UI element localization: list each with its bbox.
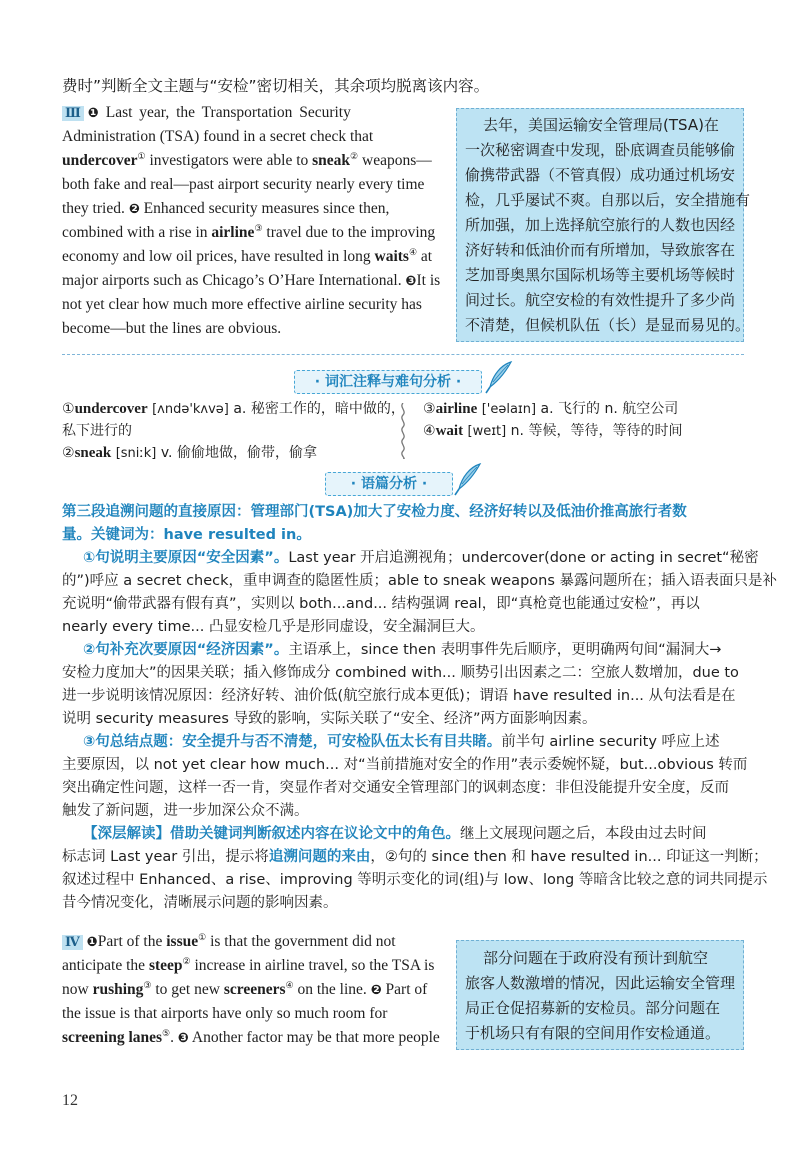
para3-line-1	[62, 104, 454, 122]
sentence-marker: ❷	[128, 202, 140, 217]
analysis-line: 安检力度加大”的因果关联；插入修饰成分 combined with... 顺势引出因素之二：空旅人数增加，due to	[62, 665, 739, 681]
para4-line-1	[62, 933, 396, 951]
vocab-headword: wait	[435, 423, 464, 439]
paragraph-3	[62, 104, 454, 348]
vocab-number: ④	[423, 423, 436, 439]
footnote-marker: ③	[143, 979, 152, 990]
vocab-headword: undercover	[74, 401, 148, 417]
analysis-line: 叙述过程中 Enhanced、a rise、improving 等明示变化的词(组)与 low、long 等暗含比较之意的词共同提示	[62, 872, 768, 888]
vocab-word: screeners	[223, 981, 286, 998]
text-run: travel due to the improving	[262, 224, 436, 241]
vocab-headword: sneak	[74, 445, 112, 461]
vocab-word: waits	[374, 248, 409, 265]
text-run: is that the government did not	[206, 933, 396, 950]
roman-numeral-badge: Ⅲ	[62, 106, 84, 121]
discourse-analysis	[62, 500, 777, 920]
highlight-text: 追溯问题的来由	[268, 849, 371, 865]
analysis-line: 突出确定性问题，这样一否一肯，突显作者对交通安全管理部门的讽刺态度：非但没能提升安全度，反而	[62, 780, 729, 796]
definition: n. 等候，等待，等待的时间	[506, 423, 683, 439]
text-run: increase in airline travel, so the TSA is	[190, 957, 435, 974]
vocab-number: ③	[423, 401, 436, 417]
point-text: Last year 开启追溯视角；undercover(done or acting in secret“秘密	[288, 550, 759, 566]
analysis-point-1	[83, 546, 759, 567]
translation-line: 间过长。航空安检的有效性提升了多少尚	[465, 291, 736, 309]
footnote-marker: ④	[285, 979, 294, 990]
paragraph-4	[62, 933, 454, 1065]
analysis-point-2	[83, 638, 721, 659]
page-number: 12	[62, 1092, 78, 1109]
discourse-section-heading: · 语篇分析 ·	[325, 472, 453, 496]
text-run: 标志词 Last year 引出，提示将	[62, 849, 269, 865]
analysis-line: 进一步说明该情况原因：经济好转、油价低(航空旅行成本更低)；谓语 have resulted in... 从句法看是在	[62, 688, 736, 704]
phonetic: [ʌndə'kʌvə]	[152, 402, 229, 417]
text-run: the issue is that airports have only so much room for	[62, 1005, 388, 1022]
text-run: Last year, the Transportation Security	[98, 104, 351, 121]
text-run: Part of the	[97, 933, 167, 950]
para3-line-9	[62, 296, 422, 314]
analysis-line: nearly every time... 凸显安检几乎是形同虚设，安全漏洞巨大。	[62, 619, 485, 635]
text-run: economy and low oil prices, have resulted in long	[62, 248, 375, 265]
point-text: 主语承上，since then 表明事件先后顺序，更明确两句间“漏洞大→	[288, 642, 722, 658]
phonetic: ['eəlaɪn]	[481, 402, 537, 417]
sentence-marker: ❸	[405, 274, 417, 289]
text-run: they tried.	[62, 200, 129, 217]
phonetic: [weɪt]	[467, 424, 507, 439]
para3-line-5	[62, 200, 389, 218]
para4-line-2	[62, 957, 434, 975]
analysis-line: 主要原因，以 not yet clear how much... 对“当前措施对安全的作用”表示委婉怀疑，but...obvious 转而	[62, 757, 748, 773]
analysis-line: 昔今情况变化，清晰展示问题的影响因素。	[62, 895, 338, 911]
vocab-word: sneak	[312, 152, 351, 169]
vocab-item-2	[62, 442, 317, 462]
translation-box-3	[456, 108, 751, 342]
footnote-marker: ④	[408, 246, 418, 257]
phonetic: [sniːk]	[115, 446, 157, 461]
point-text: 继上文展现问题之后，本段由过去时间	[460, 826, 707, 842]
text-run: .	[170, 1029, 178, 1046]
deep-reading-title: 【深层解读】借助关键词判断叙述内容在议论文中的角色。	[83, 826, 460, 842]
para3-line-10	[62, 320, 281, 338]
vocab-word: rushing	[92, 981, 144, 998]
analysis-line: 触发了新问题，进一步加深公众不满。	[62, 803, 309, 819]
point-title: ②句补充次要原因“经济因素”。	[83, 642, 289, 658]
translation-line: 芝加哥奥黑尔国际机场等主要机场等候时	[465, 266, 736, 284]
translation-line: 偷携带武器（不管真假）成功通过机场安	[465, 166, 736, 184]
analysis-line: 说明 security measures 导致的影响，实际关联了“安全、经济”两方面影响因素。	[62, 711, 597, 727]
analysis-line	[62, 845, 768, 866]
vocab-item-4	[423, 420, 682, 440]
definition: v. 偷偷地做，偷带，偷拿	[156, 445, 317, 461]
translation-line: 去年，美国运输安全管理局(TSA)在	[483, 116, 719, 134]
para3-line-3	[62, 152, 432, 170]
vocab-word: screening lanes	[62, 1029, 163, 1046]
text-run: anticipate the	[62, 957, 149, 974]
text-run: combined with a rise in	[62, 224, 212, 241]
text-run: ，②句的 since then 和 have resulted in... 印证这一判断；	[370, 849, 768, 865]
vocab-item-1-cont	[62, 420, 132, 440]
translation-line: 部分问题在于政府没有预计到航空	[483, 949, 709, 967]
definition: a. 秘密工作的，暗中做的，	[228, 401, 405, 417]
top-line-text: 费时”判断全文主题与“安检”密切相关，其余项均脱离该内容。	[62, 77, 490, 95]
text-run: both fake and real—past airport security nearly every time	[62, 176, 425, 193]
para3-line-7	[62, 248, 432, 266]
text-run: not yet clear how much more effective airline security has	[62, 296, 422, 313]
footnote-marker: ③	[254, 222, 263, 233]
definition: 私下进行的	[62, 423, 132, 439]
vocab-word: airline	[211, 224, 255, 241]
chain-divider	[398, 403, 408, 459]
para3-line-6	[62, 224, 435, 242]
footnote-marker: ①	[198, 931, 207, 942]
vocab-item-1	[62, 398, 405, 418]
sentence-marker: ❸	[177, 1031, 189, 1046]
sentence-marker: ❶	[87, 106, 99, 121]
text-run: weapons—	[358, 152, 432, 169]
text-run: Administration (TSA) found in a secret check that	[62, 128, 374, 145]
translation-line: 局正仓促招募新的安检员。部分问题在	[465, 999, 721, 1017]
text-run: Part of	[381, 981, 428, 998]
sentence-marker: ❶	[86, 935, 98, 950]
text-run: Enhanced security measures since then,	[139, 200, 390, 217]
translation-line: 济好转和低油价而有所增加，导致旅客在	[465, 241, 736, 259]
translation-line: 旅客人数激增的情况，因此运输安全管理	[465, 974, 736, 992]
vocab-word: issue	[166, 933, 199, 950]
analysis-summary: 第三段追溯问题的直接原因：管理部门(TSA)加大了安检力度、经济好转以及低油价推高旅行者数	[62, 504, 687, 520]
text-run: Another factor may be that more people	[188, 1029, 440, 1046]
vocab-section-heading: · 词汇注释与难句分析 ·	[294, 370, 482, 394]
vocab-headword: airline	[435, 401, 478, 417]
section-divider	[62, 354, 744, 355]
text-run: become—but the lines are obvious.	[62, 320, 282, 337]
translation-line: 所加强，加上选择航空旅行的人数也因经	[465, 216, 736, 234]
translation-line: 检，几乎屡试不爽。自那以后，安全措施有	[465, 191, 751, 209]
translation-line: 不清楚，但候机队伍（长）是显而易见的。	[465, 316, 751, 334]
para3-line-4	[62, 176, 424, 194]
translation-line: 一次秘密调查中发现，卧底调查员能够偷	[465, 141, 736, 159]
analysis-summary: 量。关键词为：have resulted in。	[62, 527, 311, 543]
quill-icon	[484, 360, 514, 394]
quill-icon	[453, 462, 483, 496]
translation-box-4	[456, 940, 744, 1050]
definition: a. 飞行的 n. 航空公司	[536, 401, 679, 417]
deep-reading	[83, 822, 707, 843]
footnote-marker: ①	[137, 150, 146, 161]
point-title: ①句说明主要原因“安全因素”。	[83, 550, 289, 566]
vocab-item-3	[423, 398, 678, 418]
text-run: now	[62, 981, 93, 998]
vocab-number: ①	[62, 401, 75, 417]
analysis-point-3	[83, 730, 720, 751]
vocab-word: steep	[148, 957, 183, 974]
para4-line-5	[62, 1029, 440, 1047]
para4-line-3	[62, 981, 427, 999]
vocab-number: ②	[62, 445, 75, 461]
point-text: 前半句 airline security 呼应上述	[501, 734, 720, 750]
text-run: It is	[416, 272, 441, 289]
para3-line-2	[62, 128, 373, 146]
text-run: to get new	[151, 981, 224, 998]
sentence-marker: ❷	[370, 983, 382, 998]
para4-line-4	[62, 1005, 387, 1023]
para3-line-8	[62, 272, 440, 290]
footnote-marker: ②	[182, 955, 191, 966]
footnote-marker: ⑤	[162, 1027, 171, 1038]
text-run: investigators were able to	[145, 152, 313, 169]
text-run: at	[417, 248, 433, 265]
point-title: ③句总结点题：安全提升与否不清楚，可安检队伍太长有目共睹。	[83, 734, 502, 750]
analysis-line: 充说明“偷带武器有假有真”，实则以 both...and... 结构强调 real，即“真枪竟也能通过安检”，再以	[62, 596, 700, 612]
text-run: on the line.	[293, 981, 371, 998]
translation-line: 于机场只有有限的空间用作安检通道。	[465, 1024, 721, 1042]
footnote-marker: ②	[350, 150, 359, 161]
vocab-word: undercover	[62, 152, 138, 169]
analysis-line: 的”)呼应 a secret check，重申调查的隐匿性质；able to sneak weapons 暴露问题所在；插入语表面只是补	[62, 573, 777, 589]
text-run: major airports such as Chicago’s O’Hare International.	[62, 272, 406, 289]
roman-numeral-badge: Ⅳ	[62, 935, 83, 950]
